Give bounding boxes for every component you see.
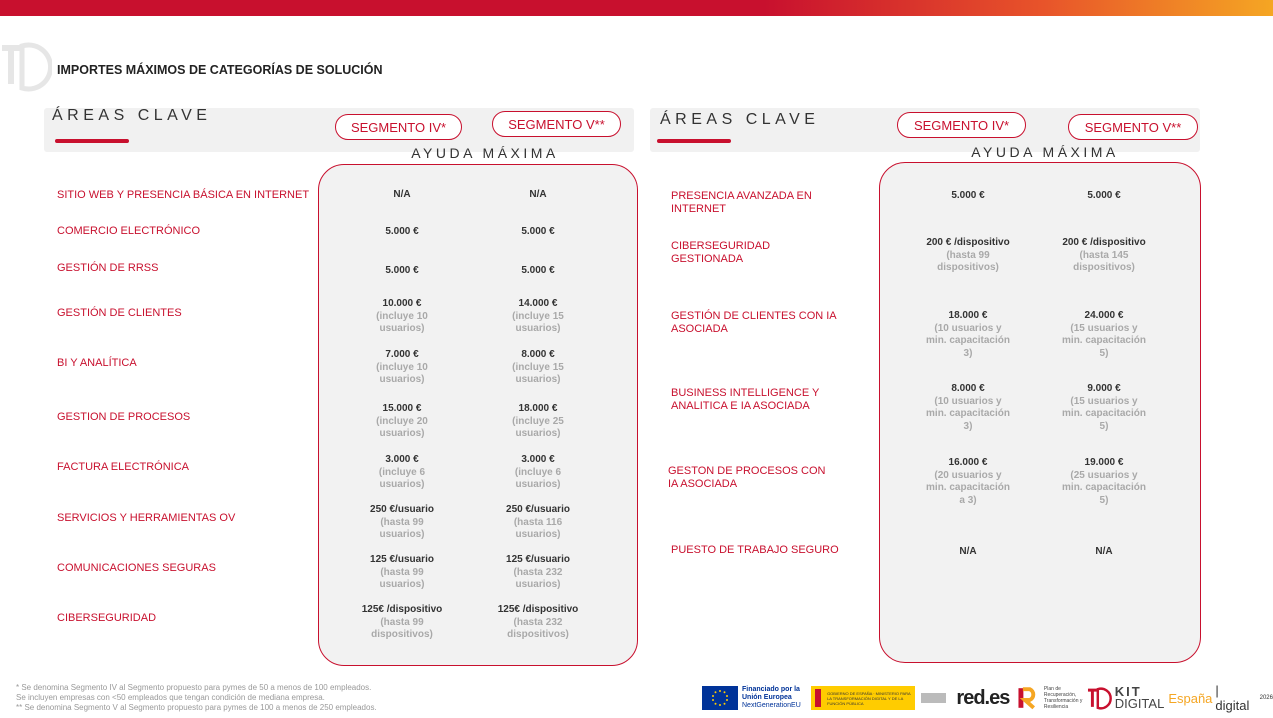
left-segment-iv-value xyxy=(357,298,447,336)
right-segment-v-value xyxy=(1059,457,1149,507)
footnotes xyxy=(16,683,377,713)
left-row-label: COMUNICACIONES SEGURAS xyxy=(57,562,216,574)
amount-condition: (10 usuarios y min. capacitación 3) xyxy=(926,322,1010,359)
left-segment-iv-pill: SEGMENTO IV* xyxy=(335,114,462,140)
left-row-label: GESTIÓN DE CLIENTES xyxy=(57,307,182,319)
kit-digital-label: DIGITAL xyxy=(1114,696,1165,711)
left-row-label: BI Y ANALÍTICA xyxy=(57,357,137,369)
page-title: IMPORTES MÁXIMOS DE CATEGORÍAS DE SOLUCIÓN xyxy=(57,63,383,77)
left-row-label: COMERCIO ELECTRÓNICO xyxy=(57,225,201,237)
left-segment-iv-value xyxy=(357,403,447,441)
left-segment-v-value xyxy=(493,454,583,492)
amount-condition: (25 usuarios y min. capacitación 5) xyxy=(1062,469,1146,506)
left-segment-v-value xyxy=(493,265,583,278)
amount-condition: (hasta 99 dispositivos) xyxy=(371,616,433,640)
eu-funding-text xyxy=(742,686,803,710)
right-segment-iv-pill: SEGMENTO IV* xyxy=(897,112,1026,138)
digital-label: | digital xyxy=(1215,683,1250,713)
right-row-label: PRESENCIA AVANZADA EN INTERNET xyxy=(671,190,812,215)
max-amount: 250 €/usuario xyxy=(506,504,570,515)
max-amount: 16.000 € xyxy=(948,457,988,468)
right-segment-v-value xyxy=(1059,310,1149,360)
left-segment-v-value xyxy=(493,554,583,592)
kit-digital-logo-icon xyxy=(1087,685,1113,711)
amount-condition: (hasta 232 usuarios) xyxy=(513,566,563,590)
plan-recuperacion-text: Plan de Recuperación, Transformación y Resiliencia xyxy=(1043,686,1083,710)
max-amount: 19.000 € xyxy=(1084,457,1124,468)
footer-logos xyxy=(702,684,1273,712)
left-row-label: CIBERSEGURIDAD xyxy=(57,612,157,624)
left-segment-v-value xyxy=(493,504,583,542)
amount-condition: (15 usuarios y min. capacitación 5) xyxy=(1062,322,1146,359)
amount-condition: (incluye 10 usuarios) xyxy=(376,310,428,334)
right-segment-iv-value xyxy=(923,457,1013,507)
eu-flag-icon xyxy=(702,686,738,710)
amount-condition: (hasta 145 dispositivos) xyxy=(1073,249,1135,273)
max-amount: 200 € /dispositivo xyxy=(1062,237,1146,248)
right-segment-iv-value xyxy=(923,237,1013,275)
max-amount: 5.000 € xyxy=(521,265,555,276)
right-segment-iv-value xyxy=(923,310,1013,360)
right-segment-iv-value xyxy=(923,383,1013,433)
left-segment-v-value xyxy=(493,403,583,441)
right-segment-v-value xyxy=(1059,190,1149,203)
amount-condition: (hasta 99 usuarios) xyxy=(379,516,425,540)
kit-digital-watermark-icon xyxy=(0,40,52,92)
max-amount: 5.000 € xyxy=(1087,190,1121,201)
kit-digital-text xyxy=(1115,686,1165,710)
right-areas-title: ÁREAS CLAVE xyxy=(660,111,820,128)
amount-condition: (20 usuarios y min. capacitación a 3) xyxy=(926,469,1010,506)
right-row-label: BUSINESS INTELLIGENCE Y ANALITICA E IA ASOCIADA xyxy=(671,387,820,412)
amount-condition: (hasta 232 dispositivos) xyxy=(507,616,569,640)
right-segment-v-value xyxy=(1059,237,1149,275)
left-segment-v-value xyxy=(493,298,583,336)
eu-funding-label: Financiado por la Unión Europea xyxy=(742,686,800,701)
amount-condition: (incluye 20 usuarios) xyxy=(376,415,428,439)
ministry-badge-icon xyxy=(921,693,947,703)
amount-condition: (hasta 99 usuarios) xyxy=(379,566,425,590)
gobierno-espana-logo xyxy=(811,686,915,710)
right-segment-iv-value xyxy=(923,190,1013,203)
max-amount: 125€ /dispositivo xyxy=(497,604,579,615)
max-amount: 8.000 € xyxy=(521,349,555,360)
year-label: 2026 xyxy=(1259,694,1273,701)
max-amount: 5.000 € xyxy=(385,265,419,276)
right-areas-underline xyxy=(657,139,731,143)
amount-condition: (10 usuarios y min. capacitación 3) xyxy=(926,395,1010,432)
left-segment-iv-value xyxy=(357,349,447,387)
left-row-label: FACTURA ELECTRÓNICA xyxy=(57,461,190,473)
eu-nextgen-label: NextGenerationEU xyxy=(742,702,801,709)
left-segment-iv-value xyxy=(357,504,447,542)
left-ayuda-maxima: AYUDA MÁXIMA xyxy=(411,145,559,161)
right-row-label: GESTIÓN DE CLIENTES CON IA ASOCIADA xyxy=(671,310,837,335)
right-segment-v-value xyxy=(1059,546,1149,559)
espana-label: España xyxy=(1168,690,1213,706)
left-segment-iv-value xyxy=(357,226,447,239)
right-row-label: GESTON DE PROCESOS CON IA ASOCIADA xyxy=(668,465,826,490)
left-segment-iv-value xyxy=(357,604,447,642)
left-row-label: GESTIÓN DE RRSS xyxy=(57,262,159,274)
left-segment-iv-value xyxy=(357,265,447,278)
left-segment-v-value xyxy=(493,226,583,239)
max-amount: N/A xyxy=(529,189,547,200)
max-amount: 24.000 € xyxy=(1084,310,1124,321)
footnote-medium-company: Se incluyen empresas con <50 empleados que tengan condición de mediana empresa. xyxy=(16,693,325,702)
amount-condition: (incluye 25 usuarios) xyxy=(512,415,564,439)
left-segment-v-pill: SEGMENTO V** xyxy=(492,111,621,137)
prtr-r-logo-icon xyxy=(1017,686,1041,710)
right-row-label: PUESTO DE TRABAJO SEGURO xyxy=(671,544,839,556)
max-amount: N/A xyxy=(393,189,411,200)
left-areas-title: ÁREAS CLAVE xyxy=(52,107,212,124)
kit-label: KIT xyxy=(1114,684,1142,699)
max-amount: 18.000 € xyxy=(518,403,558,414)
max-amount: N/A xyxy=(959,546,977,557)
max-amount: N/A xyxy=(1095,546,1113,557)
max-amount: 125 €/usuario xyxy=(506,554,570,565)
left-segment-v-value xyxy=(493,604,583,642)
max-amount: 8.000 € xyxy=(951,383,985,394)
amount-condition: (incluye 6 usuarios) xyxy=(378,466,426,490)
max-amount: 5.000 € xyxy=(521,226,555,237)
max-amount: 3.000 € xyxy=(385,454,419,465)
max-amount: 15.000 € xyxy=(382,403,422,414)
left-row-label: GESTION DE PROCESOS xyxy=(57,411,191,423)
gov-text: GOBIERNO DE ESPAÑA · MINISTERIO PARA LA TRANSFORMACIÓN DIGITAL Y DE LA FUNCIÓN PÚBLICA xyxy=(827,690,911,706)
left-row-label: SITIO WEB Y PRESENCIA BÁSICA EN INTERNET xyxy=(57,189,310,201)
footnote-segment-iv: * Se denomina Segmento IV al Segmento propuesto para pymes de 50 a menos de 100 empleados. xyxy=(16,683,372,692)
amount-condition: (15 usuarios y min. capacitación 5) xyxy=(1062,395,1146,432)
max-amount: 200 € /dispositivo xyxy=(926,237,1010,248)
max-amount: 125€ /dispositivo xyxy=(361,604,443,615)
left-segment-iv-value xyxy=(357,454,447,492)
amount-condition: (hasta 99 dispositivos) xyxy=(937,249,999,273)
max-amount: 14.000 € xyxy=(518,298,558,309)
max-amount: 3.000 € xyxy=(521,454,555,465)
max-amount: 9.000 € xyxy=(1087,383,1121,394)
left-segment-v-value xyxy=(493,189,583,202)
amount-condition: (incluye 15 usuarios) xyxy=(512,310,564,334)
left-segment-iv-value xyxy=(357,189,447,202)
max-amount: 5.000 € xyxy=(385,226,419,237)
redes-logo: red.es xyxy=(956,686,1010,709)
max-amount: 250 €/usuario xyxy=(370,504,434,515)
spain-crest-icon xyxy=(815,689,821,707)
amount-condition: (hasta 116 usuarios) xyxy=(513,516,563,540)
right-segment-v-value xyxy=(1059,383,1149,433)
left-areas-underline xyxy=(55,139,129,143)
left-segment-iv-value xyxy=(357,554,447,592)
max-amount: 10.000 € xyxy=(382,298,422,309)
left-row-label: SERVICIOS Y HERRAMIENTAS OV xyxy=(57,512,236,524)
right-ayuda-maxima: AYUDA MÁXIMA xyxy=(971,144,1119,160)
left-segment-v-value xyxy=(493,349,583,387)
right-row-label: CIBERSEGURIDAD GESTIONADA xyxy=(671,240,771,265)
amount-condition: (incluye 6 usuarios) xyxy=(514,466,562,490)
max-amount: 5.000 € xyxy=(951,190,985,201)
footnote-segment-v: ** Se denomina Segmento V al Segmento propuesto para pymes de 100 a menos de 250 empleados. xyxy=(16,703,377,712)
amount-condition: (incluye 15 usuarios) xyxy=(512,361,564,385)
amount-condition: (incluye 10 usuarios) xyxy=(376,361,428,385)
max-amount: 125 €/usuario xyxy=(370,554,434,565)
right-segment-iv-value xyxy=(923,546,1013,559)
max-amount: 18.000 € xyxy=(948,310,988,321)
max-amount: 7.000 € xyxy=(385,349,419,360)
top-accent-bar xyxy=(0,0,1273,16)
right-segment-v-pill: SEGMENTO V** xyxy=(1068,114,1198,140)
